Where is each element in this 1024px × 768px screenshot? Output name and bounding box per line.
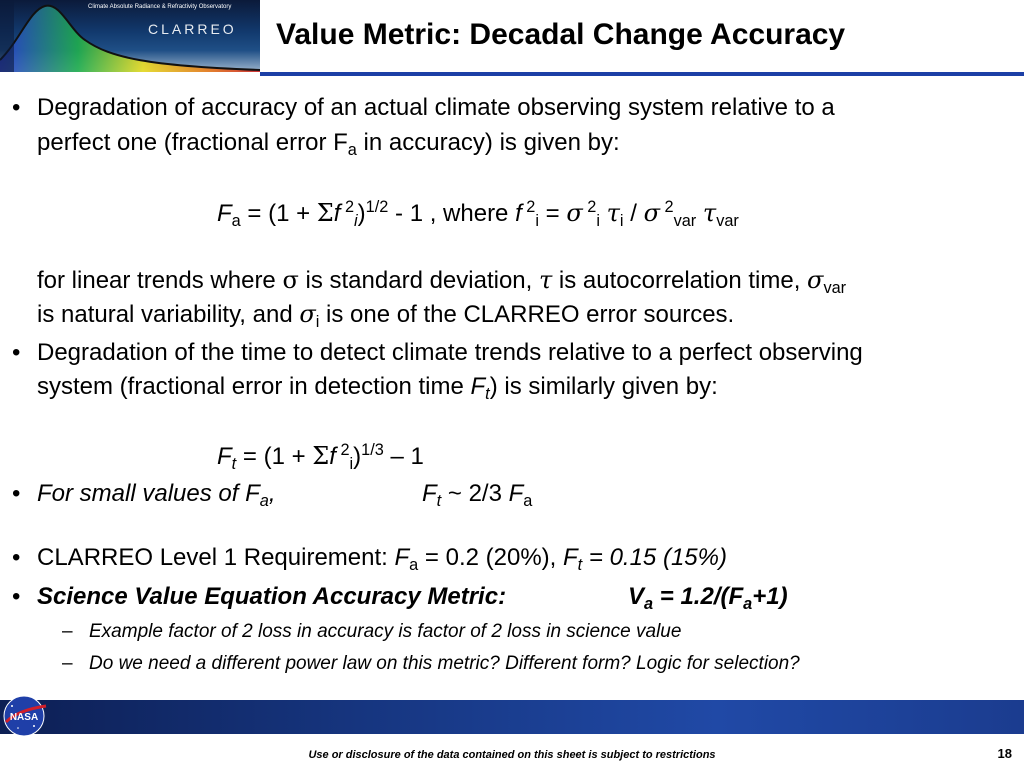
eq-subscript: i (535, 211, 539, 230)
eq-subscript: i (349, 454, 354, 473)
sub-bullet-1: Example factor of 2 loss in accuracy is factor of 2 loss in science value (89, 621, 682, 642)
eq-superscript: 2 (659, 198, 674, 216)
dash-marker: – (62, 621, 73, 642)
eq-text: ) (357, 199, 366, 227)
eq-symbol: f (333, 199, 341, 227)
bullet2-line1: Degradation of the time to detect climate trends relative to a perfect observing (37, 339, 863, 366)
text-run: , (268, 480, 276, 507)
eq-subscript: i (619, 211, 624, 230)
eq-superscript: 1/3 (361, 441, 384, 459)
eq-subscript: i (354, 211, 358, 230)
eq-superscript: 1/2 (365, 198, 389, 216)
bullet1-line3 (37, 268, 846, 296)
subscript: t (485, 384, 490, 403)
dash-marker: – (62, 653, 73, 674)
bullet1-line1: Degradation of accuracy of an actual climate observing system relative to a (37, 94, 835, 121)
sum-symbol: Σ (312, 441, 330, 470)
bullet2-line2 (37, 375, 718, 402)
eq-text: = (1 + (240, 199, 317, 227)
eq-subscript: a (231, 211, 241, 230)
tau-symbol: τ (702, 198, 717, 227)
eq-superscript: 2 (335, 441, 350, 459)
text-run: perfect one (fractional error F (37, 129, 348, 156)
text-run: is natural variability, and (37, 301, 300, 328)
text-run: in accuracy) is given by: (356, 129, 620, 156)
bullet-marker: • (12, 544, 21, 571)
bullet5-line (37, 585, 506, 609)
text-run: = 0.2 (20%), (418, 544, 563, 571)
tau-symbol: τ (606, 198, 620, 227)
symbol: F (422, 480, 437, 507)
symbol: V (628, 583, 645, 610)
subscript: a (523, 491, 533, 510)
text-run: = 1.2/(F (653, 583, 744, 610)
bullet3-relation (422, 482, 532, 509)
bullet5-formula (628, 585, 788, 612)
eq-symbol: f (515, 199, 522, 227)
banner-caption: Climate Absolute Radiance & Refractivity Observatory (88, 4, 232, 10)
symbol: F (508, 480, 524, 507)
text-run: is autocorrelation time, (552, 267, 808, 294)
eq-symbol: f (329, 442, 336, 470)
eq-text: / (623, 199, 644, 227)
eq-text: ) (353, 442, 362, 470)
sigma-symbol: σ (643, 198, 660, 227)
subscript: a (409, 555, 419, 574)
equation-detection-time (217, 442, 424, 472)
eq-text: – 1 (383, 442, 424, 470)
sum-symbol: Σ (316, 198, 334, 227)
eq-superscript: 2 (340, 198, 355, 216)
bullet-marker: • (12, 339, 21, 366)
equation-accuracy (217, 199, 739, 229)
page-number: 18 (997, 746, 1012, 761)
text-run: CLARREO Level 1 Requirement: (37, 544, 395, 571)
footer-bar (0, 700, 1024, 734)
symbol: F (470, 373, 486, 400)
eq-superscript: 2 (521, 198, 536, 216)
slide-title: Value Metric: Decadal Change Accuracy (276, 18, 846, 51)
subscript: i (315, 312, 320, 331)
subscript: t (577, 555, 583, 574)
subscript: t (436, 491, 442, 510)
bullet1-line2 (37, 131, 620, 158)
subscript: var (823, 278, 847, 297)
bullet1-line4 (37, 302, 734, 330)
eq-text: - 1 , where (388, 199, 516, 227)
clarreo-logo-text: CLARREO (148, 21, 237, 37)
eq-subscript: i (596, 211, 600, 230)
subscript: a (347, 140, 357, 159)
text-run: +1) (752, 583, 788, 610)
subscript: a (259, 491, 269, 510)
symbol: F (563, 544, 578, 571)
text-run: Science Value Equation Accuracy Metric: (37, 583, 507, 610)
symbol: F (394, 544, 410, 571)
sigma-symbol: σ (566, 198, 583, 227)
eq-symbol: F (217, 442, 232, 470)
sigma-symbol: σ (299, 300, 316, 328)
sigma-symbol: σ (282, 266, 299, 294)
eq-subscript: var (673, 211, 697, 230)
eq-superscript: 2 (582, 198, 597, 216)
bullet-marker: • (12, 583, 21, 610)
bullet-marker: • (12, 480, 21, 507)
subscript: a (743, 594, 753, 613)
eq-text: = (538, 199, 567, 227)
text-run: is one of the CLARREO error sources. (319, 301, 735, 328)
bullet3-line (37, 482, 275, 509)
eq-symbol: F (217, 199, 232, 227)
bullet-marker: • (12, 94, 21, 121)
text-run: system (fractional error in detection time (37, 373, 471, 400)
text-run: ~ 2/3 (441, 480, 509, 507)
subscript: a (644, 594, 654, 613)
text-run: for linear trends where (37, 267, 283, 294)
text-run: ) is similarly given by: (489, 373, 718, 400)
nasa-logo (2, 694, 50, 738)
eq-subscript: t (231, 454, 237, 473)
sub-bullet-2: Do we need a different power law on this metric? Different form? Logic for selection? (89, 653, 800, 674)
text-run: = 0.15 (15%) (582, 544, 727, 571)
sigma-symbol: σ (807, 266, 824, 294)
tau-symbol: τ (538, 266, 553, 294)
nasa-logo-text: NASA (9, 712, 39, 723)
footer-restriction-note: Use or disclosure of the data contained on this sheet is subject to restrictions (308, 749, 716, 761)
bullet4-line (37, 546, 727, 573)
eq-subscript: var (716, 211, 739, 230)
text-run: is standard deviation, (298, 267, 539, 294)
eq-text: = (1 + (236, 442, 313, 470)
text-run: For small values of F (37, 480, 260, 507)
